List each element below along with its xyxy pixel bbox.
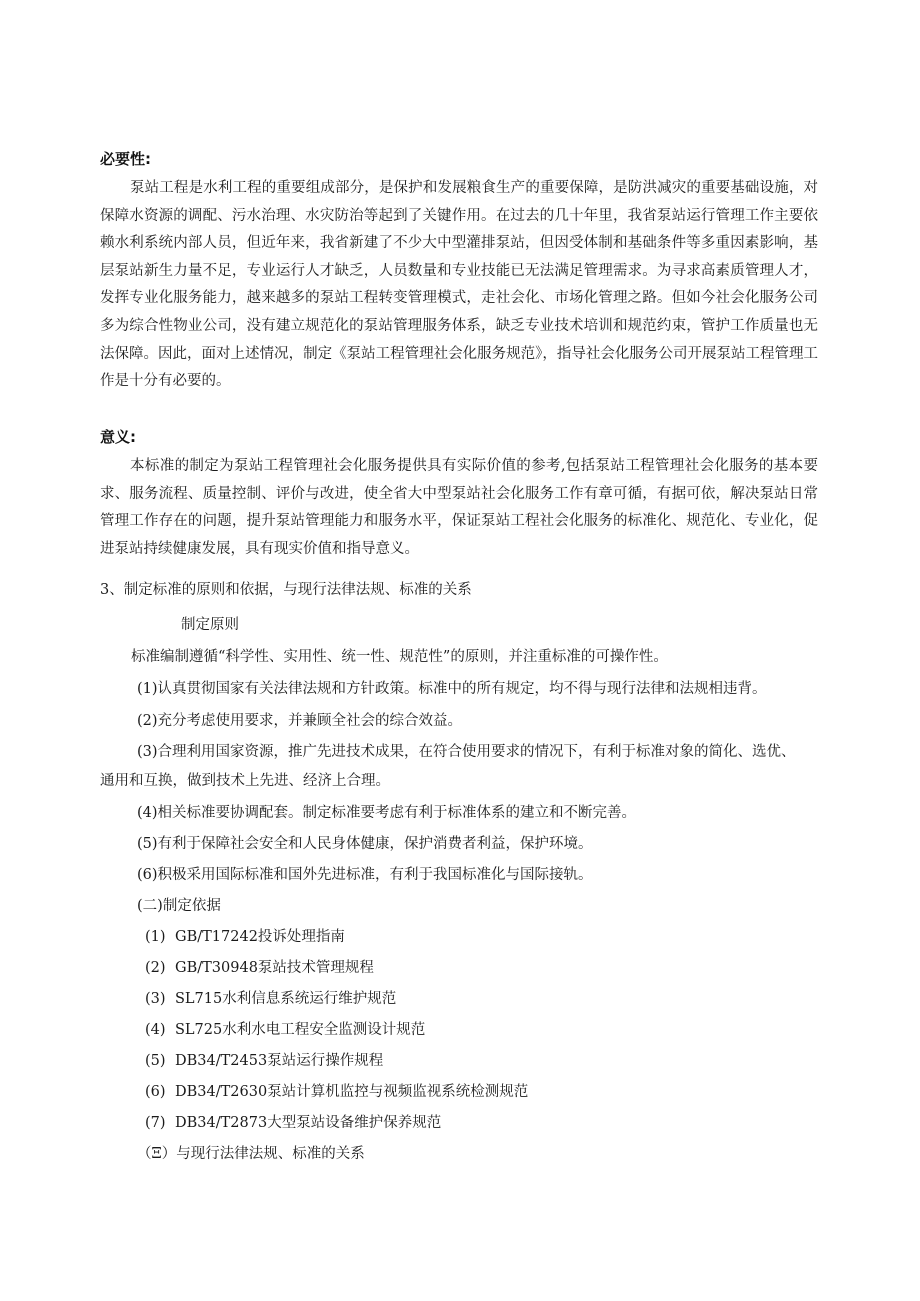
principles-intro: 标准编制遵循“科学性、实用性、统一性、规范性”的原则，并注重标准的可操作性。 <box>131 649 668 665</box>
reference-item: (4) SL725水利水电工程安全监测设计规范 <box>145 1022 426 1038</box>
significance-paragraph: 本标准的制定为泵站工程管理社会化服务提供具有实际价值的参考,包括泵站工程管理社会化服务的基本要求、服务流程、质量控制、评价与改进，使全省大中型泵站社会化服务工作有章可循，有据可依，解决泵站日常管理工作存在的问题，提升泵站管理能力和服务水平，保证泵站工程社会化服务的标准化、规范化、专业化，促进泵站持续健康发展，具有现实价值和指导意义。 <box>100 458 818 557</box>
reference-item: (1) GB/T17242投诉处理指南 <box>145 929 345 945</box>
principle-3-line-2: 通用和互换，做到技术上先进、经济上合理。 <box>100 773 390 789</box>
necessity-paragraph: 泵站工程是水利工程的重要组成部分，是保护和发展粮食生产的重要保障，是防洪减灾的重要基础设施，对保障水资源的调配、污水治理、水灾防治等起到了关键作用。在过去的几十年里，我省泵站运行管理工作主要依赖水利系统内部人员，但近年来，我省新建了不少大中型灌排泵站，但因受体制和基础条件等多重因素影响，基层泵站新生力量不足，专业运行人才缺乏，人员数量和专业技能已无法满足管理需求。为寻求高素质管理人才，发挥专业化服务能力，越来越多的泵站工程转变管理模式，走社会化、市场化管理之路。但如今社会化服务公司多为综合性物业公司，没有建立规范化的泵站管理服务体系，缺乏专业技术培训和规范约束，管护工作质量也无法保障。因此，面对上述情况，制定《泵站工程管理社会化服务规范》，指导社会化服务公司开展泵站工程管理工作是十分有必要的。 <box>100 180 818 390</box>
reference-item: (7) DB34/T2873大型泵站设备维护保养规范 <box>145 1115 442 1131</box>
principle-1: (1)认真贯彻国家有关法律法规和方针政策。标准中的所有规定，均不得与现行法律和法规相违背。 <box>137 681 767 697</box>
significance-heading: 意义: <box>100 428 136 446</box>
reference-item: (6) DB34/T2630泵站计算机监控与视频监视系统检测规范 <box>145 1084 529 1100</box>
reference-item: (2) GB/T30948泵站技术管理规程 <box>145 960 374 976</box>
reference-item: (5) DB34/T2453泵站运行操作规程 <box>145 1053 384 1069</box>
principle-5: (5)有利于保障社会安全和人民身体健康，保护消费者利益，保护环境。 <box>137 836 593 852</box>
principle-6: (6)积极采用国际标准和国外先进标准，有利于我国标准化与国际接轨。 <box>137 867 593 883</box>
reference-item: (3) SL715水利信息系统运行维护规范 <box>145 991 397 1007</box>
principle-2: (2)充分考虑使用要求，并兼顾全社会的综合效益。 <box>137 713 463 729</box>
section-3-title: 3、制定标准的原则和依据，与现行法律法规、标准的关系 <box>100 582 472 598</box>
necessity-heading: 必要性: <box>100 150 151 168</box>
relation-title: （Ξ）与现行法律法规、标准的关系 <box>137 1146 365 1162</box>
basis-title: (二)制定依据 <box>137 898 221 914</box>
principle-4: (4)相关标准要协调配套。制定标准要考虑有利于标准体系的建立和不断完善。 <box>137 805 637 821</box>
principles-title: 制定原则 <box>181 617 239 633</box>
principle-3-line-1: (3)合理利用国家资源，推广先进技术成果，在符合使用要求的情况下，有利于标准对象的简化、选优、 <box>137 744 796 760</box>
